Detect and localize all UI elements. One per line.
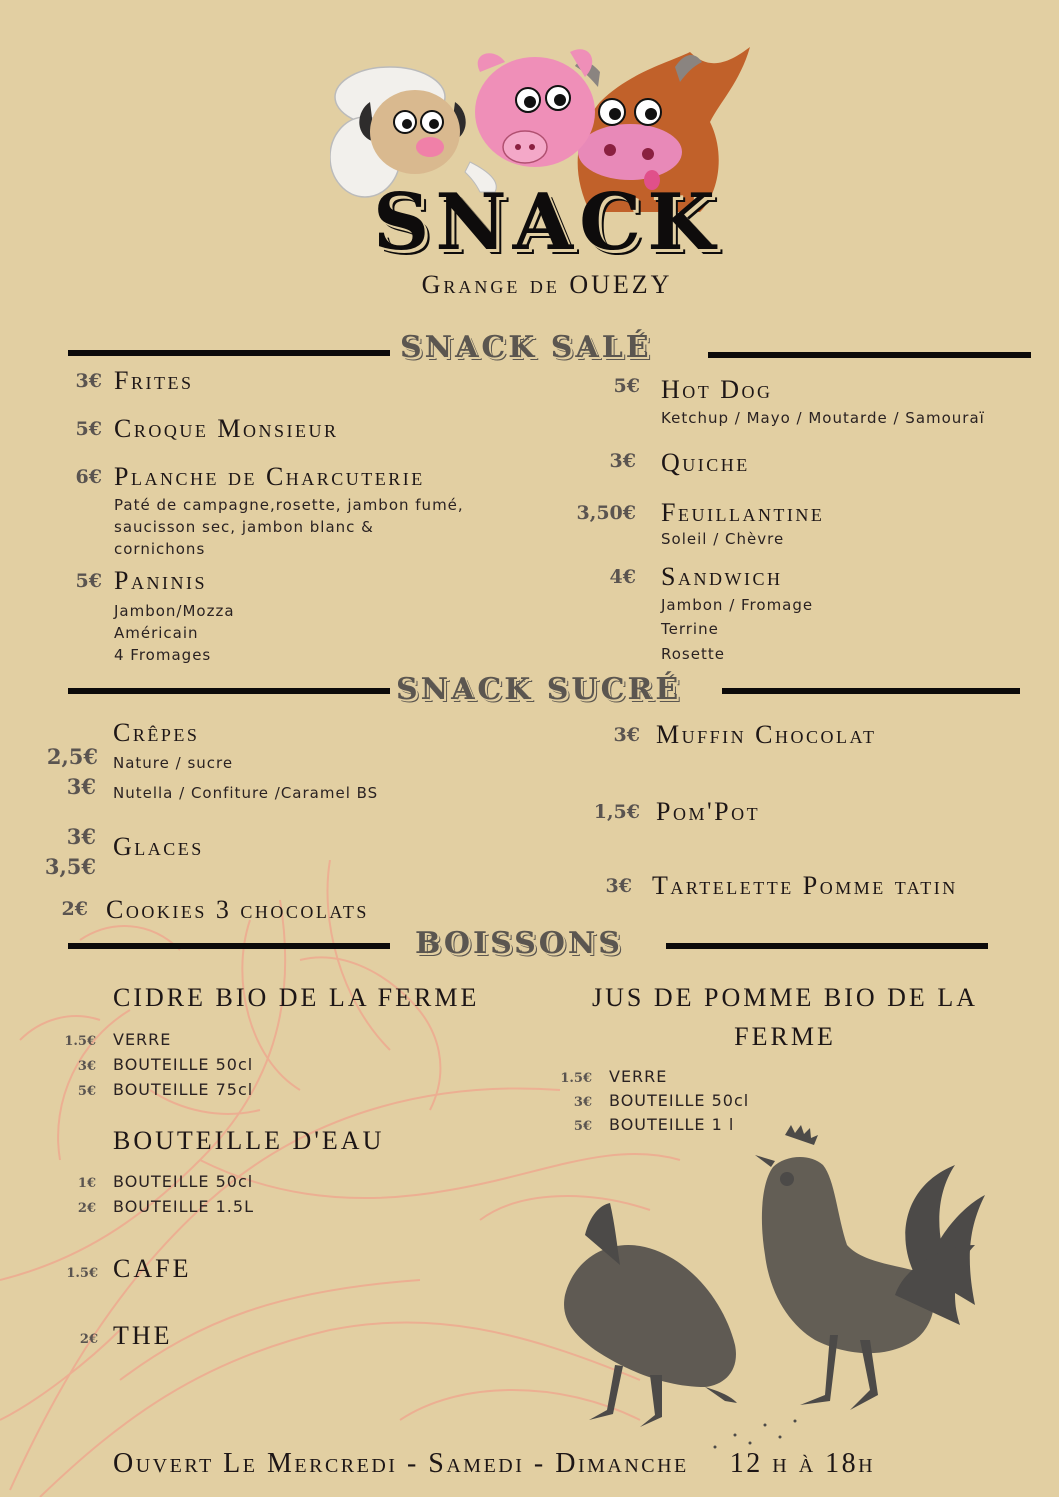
item-price: 3€ [609,450,636,472]
item-label: BOUTEILLE 1 l [609,1115,735,1134]
divider-left [68,943,390,949]
item-label: BOUTEILLE 1.5L [113,1197,254,1216]
item-name: Quiche [661,448,750,477]
item-detail: saucisson sec, jambon blanc & [114,518,374,536]
item-name: Pom'Pot [656,797,761,826]
section-title-boissons: BOISSONS [415,926,623,961]
item-detail: Ketchup / Mayo / Moutarde / Samouraï [661,409,985,427]
item-name: Feuillantine [661,498,825,527]
item-detail: Paté de campagne,rosette, jambon fumé, [114,496,464,514]
hen-and-rooster-illustration [555,1125,985,1455]
drink-group-title: JUS DE POMME BIO DE LA [592,983,978,1012]
page-subtitle: Grange de OUEZY [421,270,673,299]
divider-right [666,943,988,949]
item-price: 6€ [75,466,102,488]
item-price: 1.5€ [64,1034,96,1049]
divider-left [68,350,390,356]
item-name: Tartelette Pomme tatin [652,871,958,900]
item-name: Hot Dog [661,375,773,404]
item-price: 1.5€ [66,1266,98,1281]
item-name: Muffin Chocolat [656,720,877,749]
section-title-snack-sale: SNACK SALÉ [400,330,652,365]
item-label: BOUTEILLE 50cl [609,1091,750,1110]
item-price: 5€ [77,1084,96,1099]
opening-days: Ouvert Le Mercredi - Samedi - Dimanche [113,1448,689,1479]
item-price: 3€ [605,875,632,897]
item-name: Frites [114,366,194,395]
item-label: BOUTEILLE 50cl [113,1172,254,1191]
item-price: 5€ [75,570,102,592]
page-title: SNACK [372,177,722,268]
item-detail: Nature / sucre [113,754,234,772]
item-name: Planche de Charcuterie [114,462,425,491]
item-price: 1,5€ [593,801,640,823]
item-detail: 4 Fromages [114,646,212,664]
item-price: 2,5€ [46,744,98,769]
item-price: 4€ [609,566,636,588]
item-price: 1€ [77,1176,96,1191]
item-label: BOUTEILLE 50cl [113,1055,254,1074]
item-detail: Rosette [661,645,725,663]
item-price: 2€ [79,1332,98,1347]
item-price: 5€ [75,418,102,440]
drink-group-title: BOUTEILLE D'EAU [113,1126,385,1155]
item-detail: Soleil / Chèvre [661,530,785,548]
item-price: 2€ [61,898,88,920]
divider-right [708,352,1031,358]
item-detail: Américain [114,624,199,642]
item-name: Sandwich [661,562,783,591]
opening-hours [113,1448,875,1480]
item-detail: Jambon / Fromage [661,596,814,614]
section-title-snack-sucre: SNACK SUCRÉ [396,672,682,707]
item-detail: cornichons [114,540,206,558]
item-price: 5€ [613,375,640,397]
item-detail: Nutella / Confiture /Caramel BS [113,784,379,802]
item-name: Paninis [114,566,207,595]
item-price: 1.5€ [560,1071,592,1086]
item-name: Crêpes [113,718,200,747]
item-price: 3€ [77,1059,96,1074]
divider-right [722,688,1020,694]
item-price: 3€ [613,724,640,746]
item-name: THE [113,1321,173,1350]
item-price: 3€ [75,370,102,392]
item-price: 3€ [573,1095,592,1110]
opening-time: 12 h à 18h [729,1448,876,1479]
item-detail: Jambon/Mozza [114,602,235,620]
divider-left [68,688,390,694]
item-label: BOUTEILLE 75cl [113,1080,254,1099]
item-price: 3,5€ [44,854,96,879]
item-name: Glaces [113,832,204,861]
item-name: Croque Monsieur [114,414,339,443]
item-price: 5€ [573,1119,592,1134]
item-price: 3€ [66,824,96,849]
item-price: 3€ [66,774,96,799]
item-detail: Terrine [661,620,719,638]
drink-group-title: CIDRE BIO DE LA FERME [113,983,480,1012]
drink-group-title: FERME [734,1022,836,1051]
item-label: VERRE [113,1030,172,1049]
item-label: VERRE [609,1067,668,1086]
item-price: 3,50€ [576,502,636,524]
item-price: 2€ [77,1201,96,1216]
item-name: Cookies 3 chocolats [106,895,369,924]
item-name: CAFE [113,1254,192,1283]
